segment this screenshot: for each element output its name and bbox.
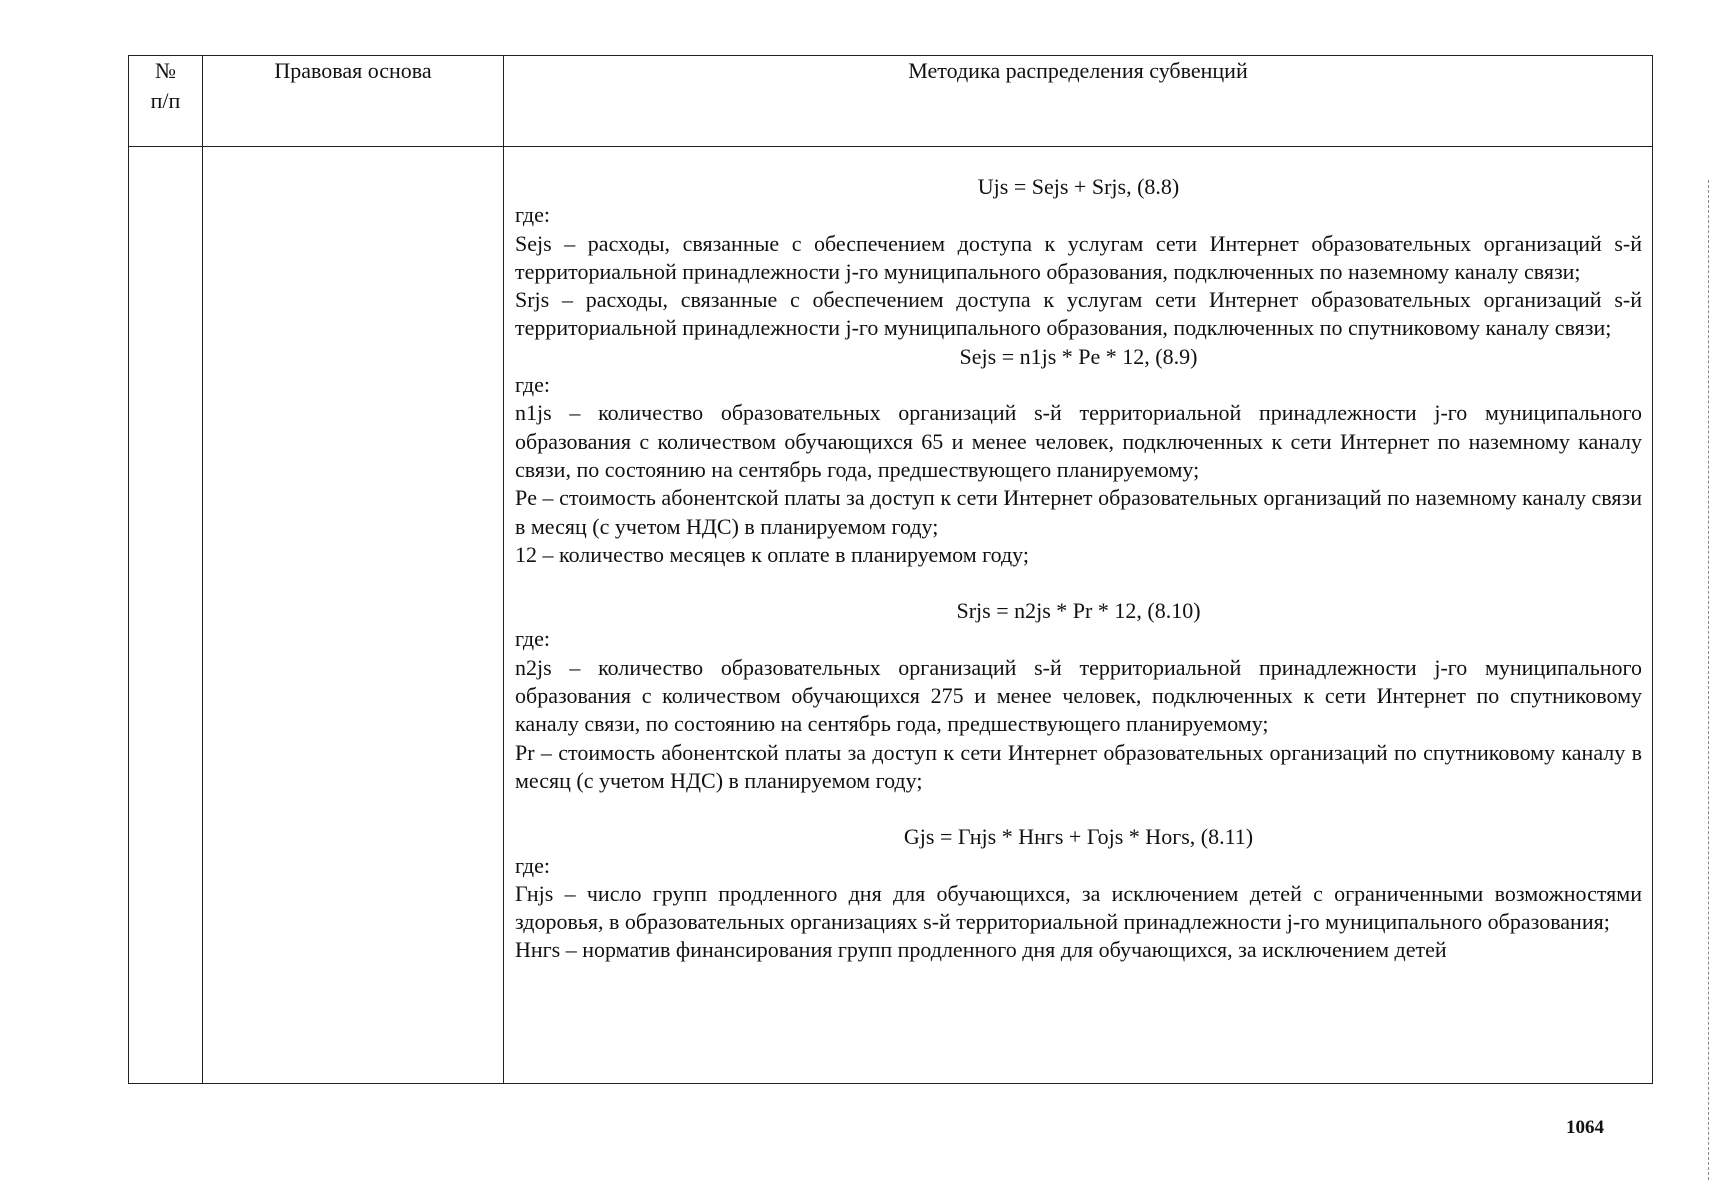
definition-12: 12 – количество месяцев к оплате в планируемом году; [515,541,1030,567]
scan-edge-marks [1708,180,1715,1180]
definition-nngs: Ннгs – норматив финансирования групп продленного дня для обучающихся, за исключением детей [515,937,1447,963]
methodology-text [504,147,1652,1083]
cell-number [129,147,203,1084]
where-label: где: [515,852,550,878]
header-number-abbr: п/п [150,88,181,113]
cell-legal-basis [203,147,504,1084]
definition-n2js: n2js – количество образовательных организаций s-й территориальной принадлежности j-го муниципального образования с количеством обучающихся 275 и менее человек, подключенных к сети Интернет по спутниковому каналу связи, по состоянию на сентябрь года, предшествующего планируемому; [515,654,1642,737]
header-legal-basis: Правовая основа [203,56,504,147]
spacer [515,569,1642,597]
where-label: где: [515,626,550,652]
definition-pr: Pr – стоимость абонентской платы за доступ к сети Интернет образовательных организаций по спутниковому каналу в месяц (с учетом НДС) в планируемом году; [515,739,1642,793]
formula-8-11: Gjs = Гнjs * Ннгs + Гоjs * Ногs, (8.11) [903,824,1254,850]
table-header-row [129,56,1653,147]
formula-8-9: Sejs = n1js * Pe * 12, (8.9) [959,343,1198,369]
header-number [129,56,203,147]
spacer [515,795,1642,823]
definition-sejs: Sejs – расходы, связанные с обеспечением доступа к услугам сети Интернет образовательных организаций s-й территориальной принадлежности j-го муниципального образования, подключенных по наземному каналу связи; [515,230,1642,284]
formula-8-8: Ujs = Sejs + Srjs, (8.8) [977,174,1180,199]
definition-pe: Pe – стоимость абонентской платы за доступ к сети Интернет образовательных организаций по наземному каналу связи в месяц (с учетом НДС) в планируемом году; [515,485,1642,539]
definition-n1js: n1js – количество образовательных организаций s-й территориальной принадлежности j-го муниципального образования с количеством обучающихся 65 и менее человек, подключенных к сети Интернет по наземному каналу связи, по состоянию на сентябрь года, предшествующего планируемому; [515,400,1642,482]
page-number: 1064 [1566,1117,1604,1138]
table-body-row [129,147,1653,1084]
where-label: где: [515,202,550,228]
header-methodology: Методика распределения субвенций [504,56,1653,147]
definition-gnjs: Гнjs – число групп продленного дня для обучающихся, за исключением детей с ограниченными возможностями здоровья, в образовательных организациях s-й территориальной принадлежности j-го муниципального образования; [515,880,1642,935]
where-label: где: [515,372,550,398]
header-number-sign: № [155,58,176,83]
cell-methodology [504,147,1653,1084]
definition-srjs: Srjs – расходы, связанные с обеспечением доступа к услугам сети Интернет образовательных организаций s-й территориальной принадлежности j-го муниципального образования, подключенных по спутниковому каналу связи; [515,287,1642,341]
subvention-table [128,55,1653,1084]
formula-8-10: Srjs = n2js * Pr * 12, (8.10) [956,598,1201,624]
